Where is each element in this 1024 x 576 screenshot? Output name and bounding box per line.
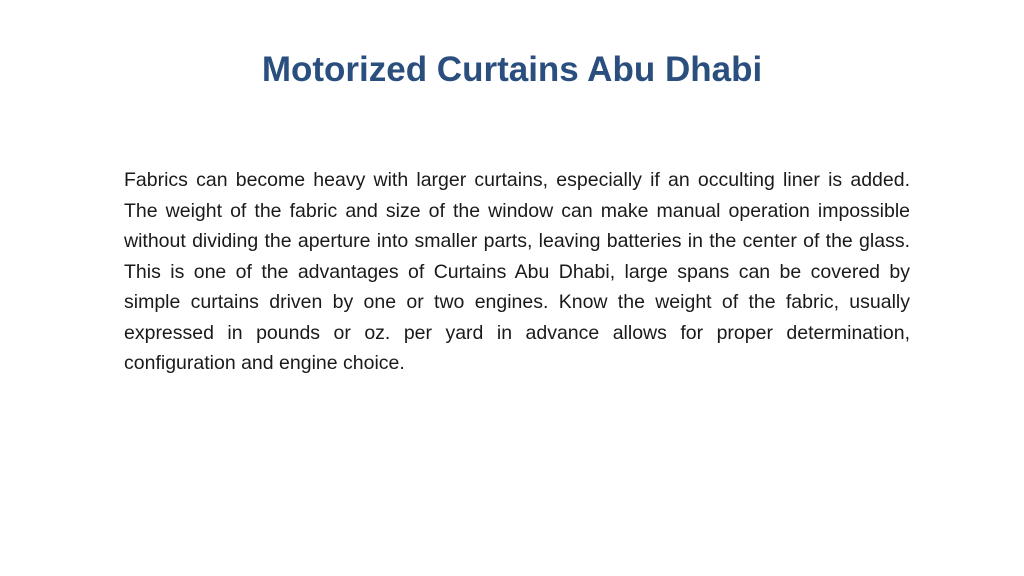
slide-body-paragraph: Fabrics can become heavy with larger curtains, especially if an occulting liner is added. The weight of the fabric and size of the window can make manual operation impossible without dividing the aperture into smaller parts, leaving batteries in the center of the glass. This is one of the advantages of Curtains Abu Dhabi, large spans can be covered by simple curtains driven by one or two engines. Know the weight of the fabric, usually expressed in pounds or oz. per yard in advance allows for proper determination, configuration and engine choice. bbox=[124, 169, 910, 374]
slide-title: Motorized Curtains Abu Dhabi bbox=[261, 50, 763, 89]
